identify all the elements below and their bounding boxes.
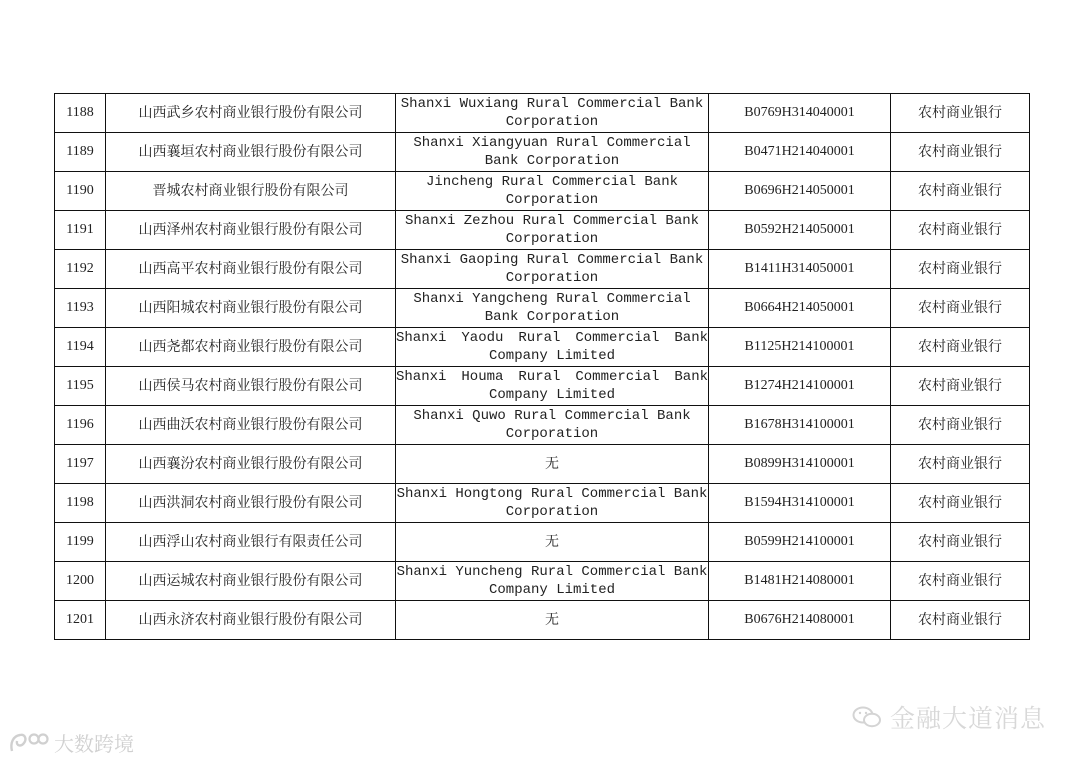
bank-name-chinese: 山西浮山农村商业银行有限责任公司 — [106, 523, 396, 562]
bank-name-english: Shanxi Yangcheng Rural Commercial Bank Corporation — [396, 289, 709, 328]
row-number: 1189 — [55, 133, 106, 172]
bank-name-chinese: 山西高平农村商业银行股份有限公司 — [106, 250, 396, 289]
bank-name-chinese: 晋城农村商业银行股份有限公司 — [106, 172, 396, 211]
institution-code: B1411H314050001 — [709, 250, 891, 289]
bank-name-chinese: 山西洪洞农村商业银行股份有限公司 — [106, 484, 396, 523]
bank-list-table — [54, 93, 1030, 640]
institution-code: B1481H214080001 — [709, 562, 891, 601]
institution-type: 农村商业银行 — [891, 406, 1030, 445]
row-number: 1190 — [55, 172, 106, 211]
row-number: 1199 — [55, 523, 106, 562]
bank-name-english: 无 — [396, 523, 709, 562]
wechat-icon — [852, 705, 882, 729]
table-row — [55, 211, 1030, 250]
brand-watermark-text: 大数跨境 — [54, 732, 134, 756]
brand-watermark — [8, 728, 134, 757]
institution-type: 农村商业银行 — [891, 172, 1030, 211]
institution-code: B0599H214100001 — [709, 523, 891, 562]
bank-name-english: Shanxi Quwo Rural Commercial Bank Corporation — [396, 406, 709, 445]
institution-code: B0769H314040001 — [709, 94, 891, 133]
table-row — [55, 601, 1030, 640]
bank-name-chinese: 山西尧都农村商业银行股份有限公司 — [106, 328, 396, 367]
watermark-text: 金融大道消息 — [889, 704, 1046, 733]
bank-name-english: Jincheng Rural Commercial Bank Corporation — [396, 172, 709, 211]
row-number: 1192 — [55, 250, 106, 289]
row-number: 1201 — [55, 601, 106, 640]
institution-code: B1678H314100001 — [709, 406, 891, 445]
row-number: 1193 — [55, 289, 106, 328]
bank-name-chinese: 山西侯马农村商业银行股份有限公司 — [106, 367, 396, 406]
institution-type: 农村商业银行 — [891, 328, 1030, 367]
bank-name-english: Shanxi Hongtong Rural Commercial Bank Corporation — [396, 484, 709, 523]
bank-name-english: Shanxi Wuxiang Rural Commercial Bank Corporation — [396, 94, 709, 133]
institution-type: 农村商业银行 — [891, 523, 1030, 562]
institution-type: 农村商业银行 — [891, 289, 1030, 328]
table-row — [55, 133, 1030, 172]
table-row — [55, 172, 1030, 211]
institution-type: 农村商业银行 — [891, 445, 1030, 484]
institution-code: B0676H214080001 — [709, 601, 891, 640]
bank-name-chinese: 山西曲沃农村商业银行股份有限公司 — [106, 406, 396, 445]
table-row — [55, 445, 1030, 484]
bank-name-chinese: 山西襄垣农村商业银行股份有限公司 — [106, 133, 396, 172]
bank-name-english: Shanxi Yaodu Rural Commercial Bank Company Limited — [396, 328, 709, 367]
institution-type: 农村商业银行 — [891, 601, 1030, 640]
row-number: 1198 — [55, 484, 106, 523]
institution-code: B1594H314100001 — [709, 484, 891, 523]
table-row — [55, 484, 1030, 523]
institution-type: 农村商业银行 — [891, 250, 1030, 289]
institution-code: B0899H314100001 — [709, 445, 891, 484]
institution-code: B0664H214050001 — [709, 289, 891, 328]
institution-type: 农村商业银行 — [891, 133, 1030, 172]
institution-type: 农村商业银行 — [891, 484, 1030, 523]
bank-name-chinese: 山西武乡农村商业银行股份有限公司 — [106, 94, 396, 133]
institution-code: B0471H214040001 — [709, 133, 891, 172]
bank-name-chinese: 山西襄汾农村商业银行股份有限公司 — [106, 445, 396, 484]
row-number: 1197 — [55, 445, 106, 484]
table-row — [55, 562, 1030, 601]
institution-code: B0592H214050001 — [709, 211, 891, 250]
row-number: 1194 — [55, 328, 106, 367]
bank-name-english: Shanxi Houma Rural Commercial Bank Company Limited — [396, 367, 709, 406]
table-row — [55, 367, 1030, 406]
bank-name-chinese: 山西永济农村商业银行股份有限公司 — [106, 601, 396, 640]
bank-name-english: Shanxi Yuncheng Rural Commercial Bank Company Limited — [396, 562, 709, 601]
row-number: 1191 — [55, 211, 106, 250]
institution-type: 农村商业银行 — [891, 211, 1030, 250]
bank-name-chinese: 山西泽州农村商业银行股份有限公司 — [106, 211, 396, 250]
table-row — [55, 94, 1030, 133]
institution-type: 农村商业银行 — [891, 94, 1030, 133]
row-number: 1195 — [55, 367, 106, 406]
institution-code: B1125H214100001 — [709, 328, 891, 367]
bank-name-english: Shanxi Xiangyuan Rural Commercial Bank Corporation — [396, 133, 709, 172]
bank-name-english: Shanxi Gaoping Rural Commercial Bank Corporation — [396, 250, 709, 289]
row-number: 1196 — [55, 406, 106, 445]
table-row — [55, 250, 1030, 289]
row-number: 1188 — [55, 94, 106, 133]
bank-name-chinese: 山西运城农村商业银行股份有限公司 — [106, 562, 396, 601]
bank-name-chinese: 山西阳城农村商业银行股份有限公司 — [106, 289, 396, 328]
bank-name-english: 无 — [396, 601, 709, 640]
table-row — [55, 523, 1030, 562]
table-row — [55, 328, 1030, 367]
table-row — [55, 289, 1030, 328]
bank-name-english: Shanxi Zezhou Rural Commercial Bank Corporation — [396, 211, 709, 250]
institution-code: B1274H214100001 — [709, 367, 891, 406]
table-row — [55, 406, 1030, 445]
bank-name-english: 无 — [396, 445, 709, 484]
row-number: 1200 — [55, 562, 106, 601]
institution-code: B0696H214050001 — [709, 172, 891, 211]
brand-logo-icon — [8, 731, 50, 755]
institution-type: 农村商业银行 — [891, 562, 1030, 601]
institution-type: 农村商业银行 — [891, 367, 1030, 406]
wechat-watermark — [852, 699, 1046, 735]
